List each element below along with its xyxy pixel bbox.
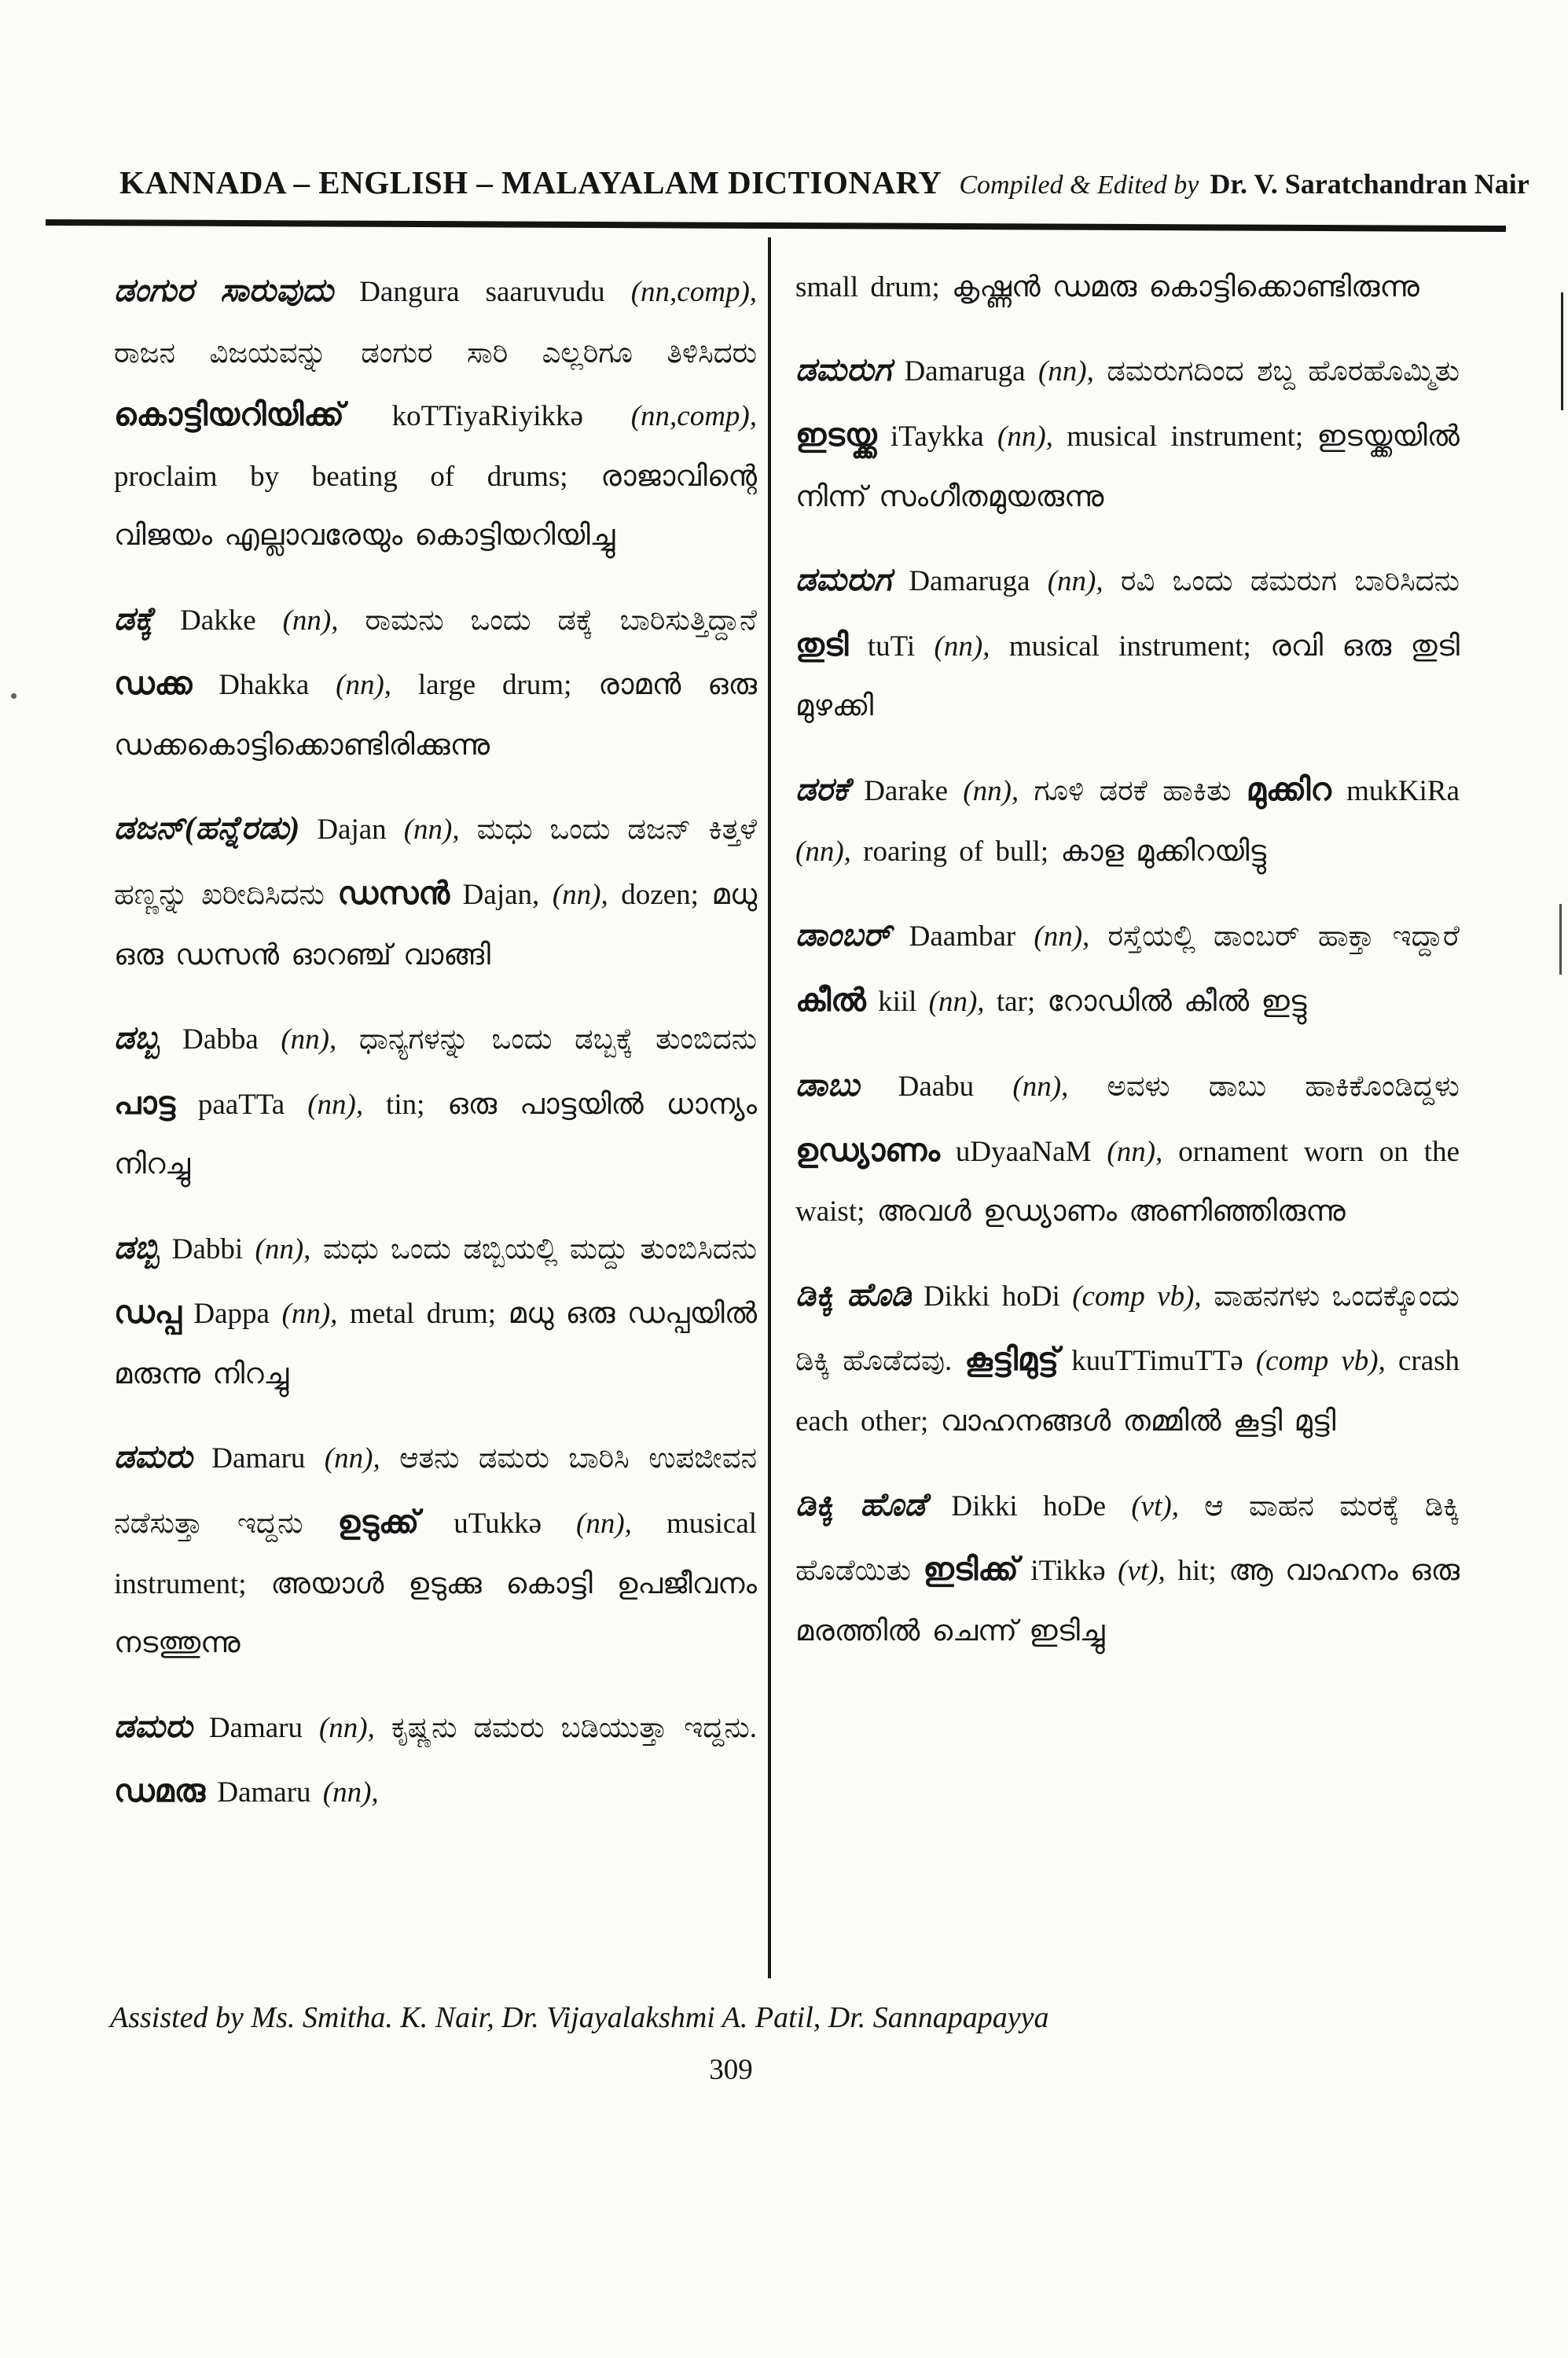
kannada-example: ರಸ್ತೆಯಲ್ಲಿ ಡಾಂಬರ್ ಹಾಕ್ತಾ ಇದ್ದಾರೆ [1107,920,1460,953]
transliteration: Dajan, [462,878,540,911]
transliteration: Dangura saaruvudu [359,276,605,308]
english-gloss: proclaim by beating of drums; [114,460,568,493]
kannada-example: ಅವಳು ಡಾಬು ಹಾಕಿಕೊಂಡಿದ್ದಳು [1107,1071,1460,1104]
transliteration: uTukkə [454,1508,542,1540]
scan-artifact [1561,292,1563,410]
transliteration: mukKiRa [1346,774,1460,807]
part-of-speech: (nn), [795,836,851,869]
malayalam-example: അവൾ ഉഡ്യാണം അണിഞ്ഞിരുന്നു [876,1196,1346,1229]
column-divider [768,237,771,1978]
transliteration: Darake [864,774,948,807]
kannada-example: ವಾಹನಗಳು ಒಂದಕ್ಕೊಂದು ಡಿಕ್ಕಿ ಹೊಡೆದವು. [795,1280,1460,1378]
transliteration: Dikki hoDi [923,1280,1060,1313]
transliteration: Daabu [898,1071,975,1104]
transliteration: Damaruga [904,355,1026,388]
malayalam-headword: ഡസൻ [337,875,450,911]
transliteration: Dikki hoDe [951,1489,1107,1522]
kannada-headword: ಡಮರುಗ [795,561,892,598]
transliteration: Dabba [182,1023,259,1056]
kannada-example: ಆತನು ಡಮರು ಬಾರಿಸಿ ಉಪಜೀವನ ನಡೆಸುತ್ತಾ ಇದ್ದನು [114,1442,757,1540]
kannada-example: ಮಧು ಒಂದು ಡಬ್ಬಿಯಲ್ಲಿ ಮದ್ದು ತುಂಬಿಸಿದನು [322,1232,757,1265]
malayalam-headword: ഉടുക്ക് [337,1504,420,1540]
part-of-speech: (vt), [1131,1489,1179,1522]
dictionary-entry [114,1424,757,1673]
malayalam-example: മധു ഒരു ഡപ്പയിൽ മരുന്നു നിറച്ചു [114,1298,757,1390]
transliteration: Damaru [211,1442,306,1475]
part-of-speech: (vt), [1118,1555,1166,1588]
transliteration: iTikkə [1030,1555,1106,1588]
dictionary-entry [114,586,757,776]
malayalam-headword: ഉഡ്യാണം [795,1132,940,1168]
transliteration: uDyaaNaM [955,1135,1092,1168]
transliteration: Dabbi [171,1232,244,1265]
english-gloss: hit; [1177,1555,1217,1588]
dictionary-entry [795,547,1460,736]
part-of-speech: (nn), [963,774,1019,807]
page-header [119,163,1529,201]
kannada-example: ಗೂಳಿ ಡರಕೆ ಹಾಕಿತು [1034,774,1232,807]
malayalam-example: കാള മുക്കിറയിട്ടു [1060,836,1267,869]
left-column [114,258,757,1999]
transliteration: Dakke [180,604,256,637]
malayalam-example: റോഡിൽ കീൽ ഇട്ടു [1047,985,1307,1018]
page-number: 309 [709,2054,753,2086]
kannada-headword: ಡಾಂಬರ್ [795,916,891,953]
part-of-speech: (nn), [997,421,1053,454]
malayalam-headword: മുക്കിറ [1246,771,1331,807]
kannada-headword: ಡಿಕ್ಕಿ ಹೊಡೆ [795,1486,927,1522]
kannada-headword: ಡಕ್ಕೆ [114,600,154,637]
malayalam-headword: കീൽ [795,982,866,1018]
part-of-speech: (comp vb), [1072,1280,1202,1313]
header-rule [46,219,1506,232]
part-of-speech: (nn), [255,1232,311,1265]
part-of-speech: (nn), [576,1508,632,1540]
english-gloss: tin; [386,1088,425,1121]
kannada-example: ರವಿ ಒಂದು ಡಮರುಗ ಬಾರಿಸಿದನು [1120,565,1460,598]
kannada-example: ರಾಜನ ವಿಜಯವನ್ನು ಡಂಗುರ ಸಾರಿ ಎಲ್ಲರಿಗೂ ತಿಳಿಸಿದರು [114,336,757,369]
scan-artifact [1559,904,1562,975]
kannada-headword: ಡಂಗುರ ಸಾರುವುದು [114,272,334,308]
dictionary-entry [795,337,1460,527]
malayalam-headword: കൂട്ടിമുട്ട് [964,1342,1059,1378]
part-of-speech: (nn), [281,1023,337,1056]
malayalam-example: മധു ഒരു ഡസൻ ഓറഞ്ച് വാങ്ങി [114,878,757,971]
footer-credits: Assisted by Ms. Smitha. K. Nair, Dr. Vijayalakshmi A. Patil, Dr. Sannapapayya [110,2001,1049,2034]
transliteration: Daambar [909,920,1016,953]
part-of-speech: (nn), [281,1298,338,1331]
part-of-speech: (nn), [1047,565,1103,598]
part-of-speech: (nn), [336,669,392,702]
part-of-speech: (nn), [1037,355,1094,388]
malayalam-headword: കൊട്ടിയറിയിക്ക് [114,397,344,433]
kannada-headword: ಡರಕೆ [795,770,849,807]
english-gloss: musical instrument; [1008,630,1251,663]
dictionary-entry [795,1262,1460,1452]
malayalam-example: ആ വാഹനം ഒരു മരത്തിൽ ചെന്ന് ഇടിച്ചു [795,1555,1460,1647]
dictionary-entry [114,1005,757,1195]
english-gloss: tar; [996,985,1036,1018]
dictionary-entry [114,258,757,566]
kannada-headword: ಡಿಕ್ಕಿ ಹೊಡಿ [795,1276,912,1313]
transliteration: Dappa [193,1298,270,1331]
header-editor: Dr. V. Saratchandran Nair [1210,168,1529,200]
transliteration: koTTiyaRiyikkə [391,400,583,433]
english-gloss: small drum; [795,271,940,303]
malayalam-example: രാമൻ ഒരു ഡക്കകൊട്ടിക്കൊണ്ടിരിക്കുന്നു [114,669,757,762]
dictionary-entry [795,757,1460,882]
dictionary-entry [795,1472,1460,1662]
kannada-headword: ಡಬ್ಬಿ [114,1229,160,1265]
dictionary-entry [795,258,1460,317]
malayalam-headword: പാട്ട [114,1085,175,1121]
english-gloss: metal drum; [349,1298,497,1331]
transliteration: paaTTa [197,1088,285,1121]
kannada-headword: ಡಾಬು [795,1067,860,1104]
dictionary-entry [795,1052,1460,1242]
part-of-speech: (nn), [307,1088,364,1121]
transliteration: Damaruga [909,565,1030,598]
dictionary-entry [114,1215,757,1405]
kannada-headword: ಡಮರು [114,1438,193,1475]
part-of-speech: (nn), [1012,1071,1069,1104]
transliteration: iTaykka [890,421,984,454]
part-of-speech: (nn,comp), [630,400,757,433]
transliteration: Dajan [317,814,387,847]
part-of-speech: (nn), [934,630,990,663]
part-of-speech: (nn), [403,814,460,847]
english-gloss: crash each other; [795,1345,1460,1438]
english-gloss: ornament worn on the waist; [795,1135,1460,1229]
transliteration: Damaru [217,1776,311,1809]
malayalam-example: ഇടയ്ക്കയിൽ നിന്ന് സംഗീതമുയരുന്നു [795,421,1460,513]
kannada-example: ಕೃಷ್ಣನು ಡಮರು ಬಡಿಯುತ್ತಾ ಇದ್ದನು. [391,1711,757,1744]
malayalam-example: അയാൾ ഉടുക്കു കൊട്ടി ഉപജീവനം നടത്തുന്നു [114,1567,757,1660]
kannada-example: ಮಧು ಒಂದು ಡಜನ್ ಕಿತ್ತಳೆ ಹಣ್ಣನ್ನು ಖರೀದಿಸಿದನು [114,814,757,911]
transliteration: Damaru [208,1711,303,1744]
malayalam-example: രാജാവിന്റെ വിജയം എല്ലാവരേയും കൊട്ടിയറിയിച്ചു [114,460,757,553]
header-compiled-by: Compiled & Edited by [959,171,1199,200]
malayalam-example: ഒരു പാട്ടയിൽ ധാന്യം നിറച്ചു [114,1088,757,1181]
kannada-headword: ಡಜನ್(ಹನ್ನೆರಡು) [114,810,300,847]
english-gloss: musical instrument; [114,1508,757,1600]
kannada-example: ಡಮರುಗದಿಂದ ಶಬ್ದ ಹೊರಹೊಮ್ಮಿತು [1107,355,1460,388]
transliteration: kiil [878,985,917,1018]
kannada-headword: ಡಮರುಗ [795,351,892,388]
part-of-speech: (nn), [928,985,985,1018]
part-of-speech: (comp vb), [1255,1345,1386,1378]
part-of-speech: (nn), [552,878,608,911]
english-gloss: roaring of bull; [863,836,1049,869]
dictionary-entry [795,902,1460,1032]
english-gloss: large drum; [417,669,572,702]
kannada-example: ರಾಮನು ಒಂದು ಡಕ್ಕೆ ಬಾರಿಸುತ್ತಿದ್ದಾನೆ [365,604,757,637]
part-of-speech: (nn), [322,1776,379,1809]
malayalam-example: രവി ഒരു തുടി മുഴക്കി [795,630,1460,723]
part-of-speech: (nn,comp), [630,276,757,308]
part-of-speech: (nn), [318,1711,375,1744]
malayalam-headword: ഡക്ക [114,666,193,702]
right-column [795,258,1460,1999]
malayalam-headword: ഇടയ്ക്ക [795,417,877,454]
malayalam-example: കൃഷ്ണൻ ഡമരു കൊട്ടിക്കൊണ്ടിരുന്നു [952,271,1419,303]
malayalam-headword: ഇടിക്ക് [923,1552,1019,1588]
dictionary-entry [114,795,757,985]
malayalam-headword: തുടി [795,626,849,663]
kannada-headword: ಡಬ್ಬ [114,1019,160,1056]
kannada-example: ಧಾನ್ಯಗಳನ್ನು ಒಂದು ಡಬ್ಬಕ್ಕೆ ತುಂಬಿದನು [358,1023,757,1056]
malayalam-headword: ഡമരു [114,1773,206,1809]
scan-artifact [11,693,17,699]
transliteration: Dhakka [218,669,310,702]
kannada-example: ಆ ವಾಹನ ಮರಕ್ಕೆ ಡಿಕ್ಕಿ ಹೊಡೆಯಿತು [795,1489,1460,1588]
dictionary-entry [114,1694,757,1824]
english-gloss: musical instrument; [1067,421,1304,454]
part-of-speech: (nn), [1107,1135,1163,1168]
part-of-speech: (nn), [282,604,339,637]
kannada-headword: ಡಮರು [114,1707,193,1744]
part-of-speech: (nn), [324,1442,380,1475]
english-gloss: dozen; [621,878,699,911]
header-title: KANNADA – ENGLISH – MALAYALAM DICTIONARY [119,164,942,200]
transliteration: kuuTTimuTTə [1071,1345,1243,1378]
malayalam-headword: ഡപ്പ [114,1295,182,1331]
transliteration: tuTi [867,630,916,663]
malayalam-example: വാഹനങ്ങൾ തമ്മിൽ കൂട്ടി മുട്ടി [940,1405,1336,1438]
part-of-speech: (nn), [1034,920,1090,953]
